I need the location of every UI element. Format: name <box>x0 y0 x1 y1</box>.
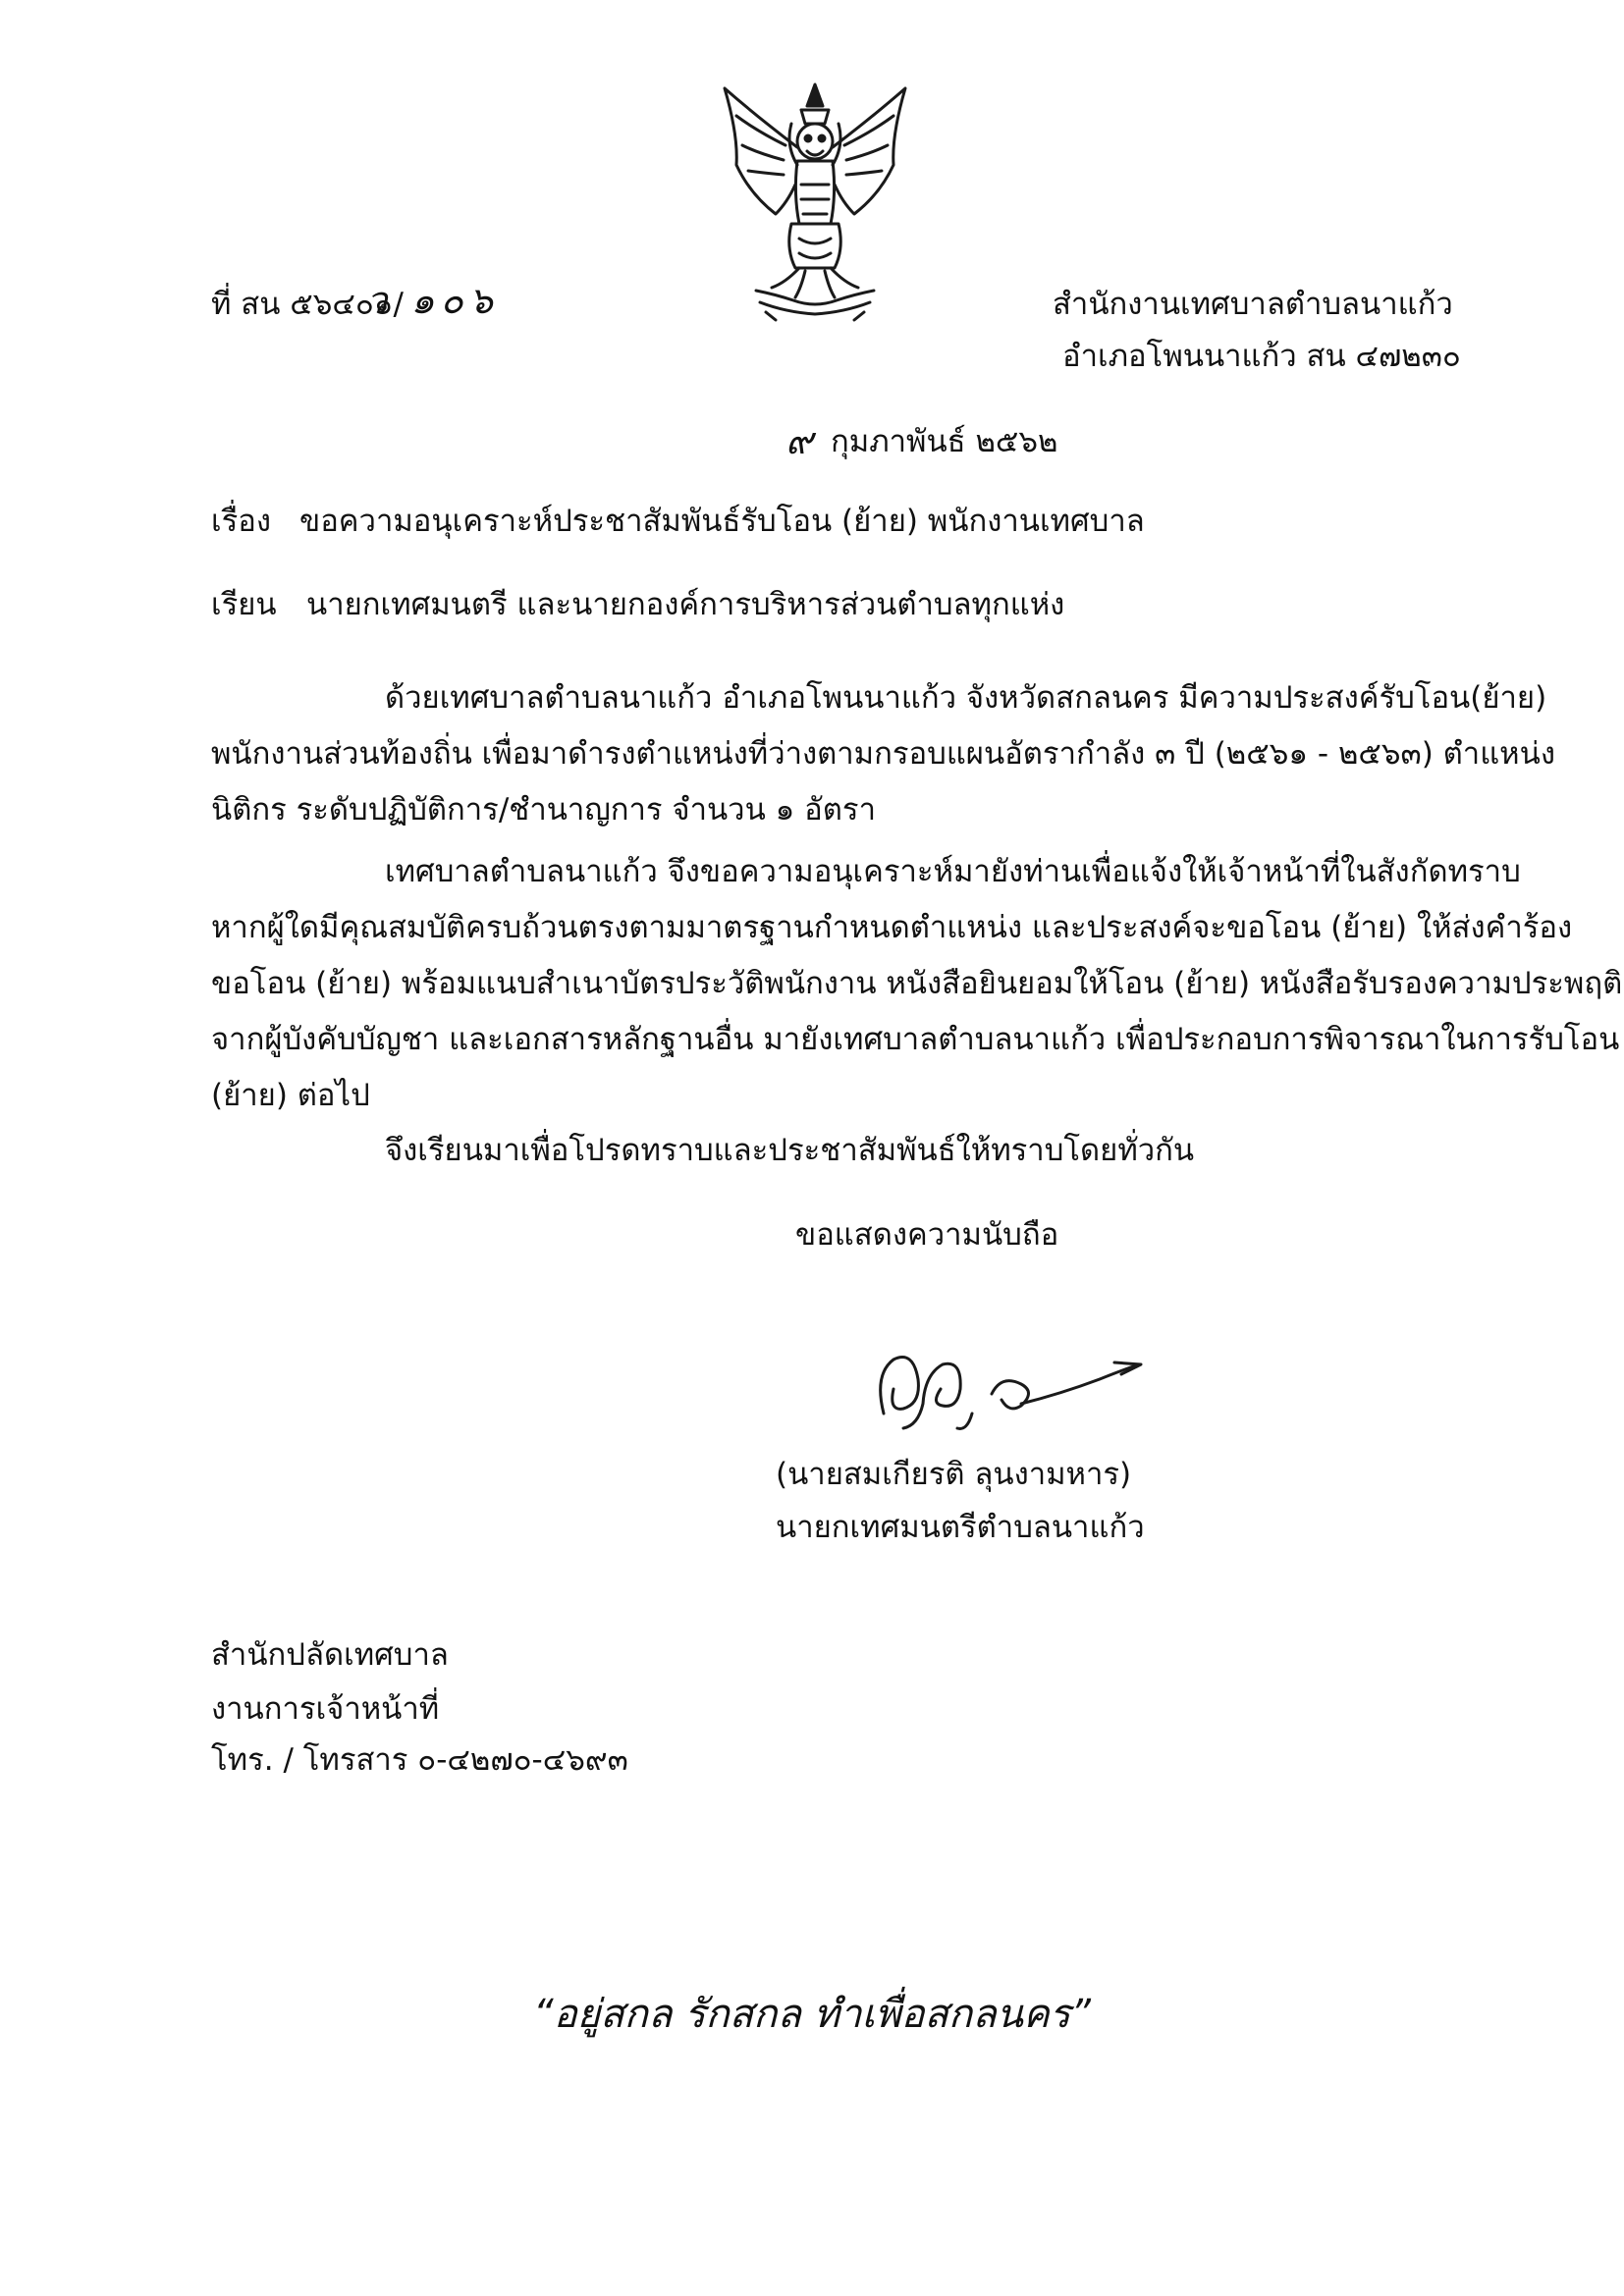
body-paragraph-1-line: ด้วยเทศบาลตำบลนาแก้ว อำเภอโพนนาแก้ว จังหวัดสกลนคร มีความประสงค์รับโอน(ย้าย) <box>385 680 1547 716</box>
office-address: อำเภอโพนนาแก้ว สน ๔๗๒๓๐ <box>1062 339 1461 374</box>
body-paragraph-2-line: เทศบาลตำบลนาแก้ว จึงขอความอนุเคราะห์มายังท่านเพื่อแจ้งให้เจ้าหน้าที่ในสังกัดทราบ <box>385 854 1521 889</box>
office-name: สำนักงานเทศบาลตำบลนาแก้ว <box>1053 287 1453 322</box>
body-paragraph-2-line: ขอโอน (ย้าย) พร้อมแนบสำเนาบัตรประวัติพนักงาน หนังสือยินยอมให้โอน (ย้าย) หนังสือรับรองความประพฤติ <box>211 966 1623 1001</box>
closing-salutation: ขอแสดงความนับถือ <box>795 1217 1059 1253</box>
body-paragraph-1 <box>211 670 1555 838</box>
signer-title: นายกเทศมนตรีตำบลนาแก้ว <box>776 1510 1145 1545</box>
reference-number-handwritten: ว ๑๐๖ <box>366 279 499 322</box>
recipient-text: นายกเทศมนตรี และนายกองค์การบริหารส่วนตำบลทุกแห่ง <box>306 587 1065 622</box>
date-day-handwritten: ๙ <box>785 419 813 462</box>
body-paragraph-2-line: หากผู้ใดมีคุณสมบัติครบถ้วนตรงตามมาตรฐานกำหนดตำแหน่ง และประสงค์จะขอโอน (ย้าย) ให้ส่งคำร้อง <box>211 910 1573 945</box>
subject-label: เรื่อง <box>211 504 272 539</box>
garuda-emblem-icon <box>717 77 913 327</box>
footer-phone: โทร. / โทรสาร ๐-๔๒๗๐-๔๖๙๓ <box>211 1742 628 1778</box>
reference-number-prefix: ที่ สน ๕๖๔๐๑/ <box>211 287 404 322</box>
body-paragraph-2-line: (ย้าย) ต่อไป <box>211 1078 370 1113</box>
body-paragraph-1-line: พนักงานส่วนท้องถิ่น เพื่อมาดำรงตำแหน่งที่ว่างตามกรอบแผนอัตรากำลัง ๓ ปี (๒๕๖๑ - ๒๕๖๓) ตำแหน่ง <box>211 736 1555 772</box>
footer-office: สำนักปลัดเทศบาล <box>211 1637 449 1673</box>
body-paragraph-2-line: จากผู้บังคับบัญชา และเอกสารหลักฐานอื่น มายังเทศบาลตำบลนาแก้ว เพื่อประกอบการพิจารณาในการรับโอน <box>211 1022 1620 1057</box>
body-paragraph-3: จึงเรียนมาเพื่อโปรดทราบและประชาสัมพันธ์ให้ทราบโดยทั่วกัน <box>385 1133 1195 1168</box>
date-month-year: กุมภาพันธ์ ๒๕๖๒ <box>831 424 1058 459</box>
recipient-label: เรียน <box>211 587 277 622</box>
body-paragraph-2 <box>211 844 1622 1124</box>
signer-name: (นายสมเกียรติ ลุนงามหาร) <box>776 1457 1132 1492</box>
body-paragraph-1-line: นิติกร ระดับปฏิบัติการ/ชำนาญการ จำนวน ๑ อัตรา <box>211 792 876 828</box>
motto: “อยู่สกล รักสกล ทำเพื่อสกลนคร” <box>533 1992 1091 2037</box>
subject-text: ขอความอนุเคราะห์ประชาสัมพันธ์รับโอน (ย้าย) พนักงานเทศบาล <box>299 504 1145 539</box>
footer-section: งานการเจ้าหน้าที่ <box>211 1691 440 1727</box>
handwritten-signature <box>864 1335 1149 1443</box>
